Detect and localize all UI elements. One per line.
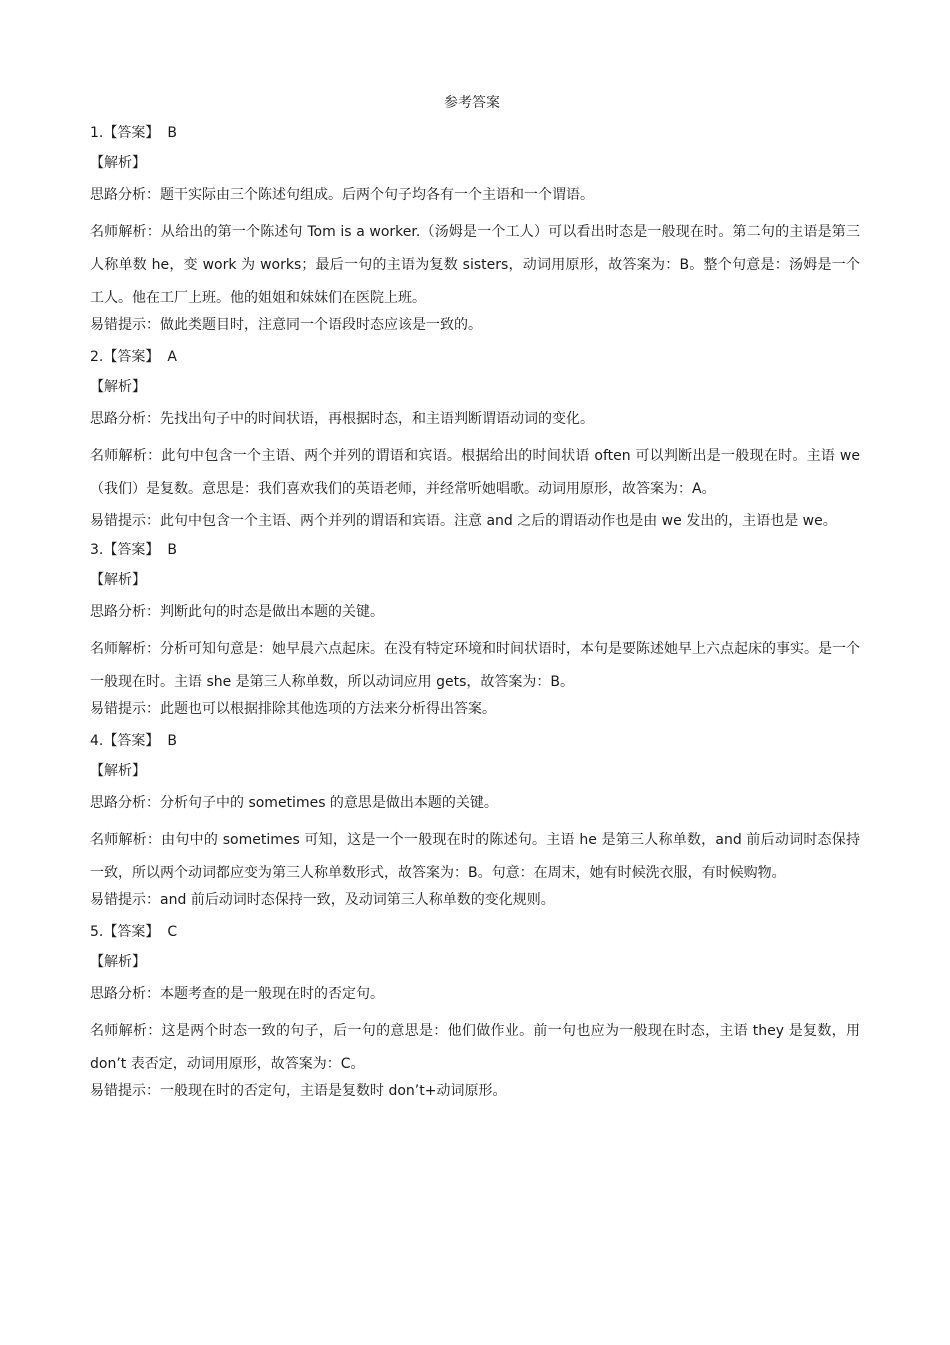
answer-list — [90, 122, 860, 1112]
teacher-explanation: 名师解析：分析可知句意是：她早晨六点起床。在没有特定环境和时间状语时，本句是要陈述她早上六点起床的事实。是一个一般现在时。主语 she 是第三人称单数，所以动词应用 gets，故答案为：B。 — [90, 641, 860, 690]
analysis-label: 【解析】 — [90, 954, 146, 970]
idea-analysis: 思路分析：题干实际由三个陈述句组成。后两个句子均各有一个主语和一个谓语。 — [90, 187, 594, 203]
idea-analysis: 思路分析：分析句子中的 sometimes 的意思是做出本题的关键。 — [90, 795, 498, 811]
analysis-label: 【解析】 — [90, 155, 146, 171]
question-5 — [90, 921, 860, 1102]
question-number: 1. — [90, 125, 104, 141]
error-tip: 易错提示：此句中包含一个主语、两个并列的谓语和宾语。注意 and 之后的谓语动作也是由 we 发出的，主语也是 we。 — [90, 513, 837, 529]
answer-value: B — [167, 733, 177, 749]
analysis-label: 【解析】 — [90, 379, 146, 395]
error-tip: 易错提示：做此类题目时，注意同一个语段时态应该是一致的。 — [90, 317, 482, 333]
answer-line — [90, 921, 860, 943]
teacher-explanation: 名师解析：从给出的第一个陈述句 Tom is a worker.（汤姆是一个工人）可以看出时态是一般现在时。第二句的主语是第三人称单数 he，变 work 为 works；最后一句的主语为复数 sisters，动词用原形，故答案为：B。整个句意是：汤姆是一个工人。他在工厂上班。他的姐姐和妹妹们在医院上班。 — [90, 224, 860, 306]
question-number: 3. — [90, 542, 104, 558]
answer-value: A — [167, 349, 177, 365]
question-2 — [90, 346, 860, 538]
idea-analysis: 思路分析：先找出句子中的时间状语，再根据时态，和主语判断谓语动词的变化。 — [90, 411, 594, 427]
answer-label: 【答案】 — [103, 924, 160, 940]
answer-value: C — [167, 924, 178, 940]
teacher-explanation: 名师解析：由句中的 sometimes 可知，这是一个一般现在时的陈述句。主语 he 是第三人称单数，and 前后动词时态保持一致，所以两个动词都应变为第三人称单数形式，故答案为：B。句意：在周末，她有时候洗衣服，有时候购物。 — [90, 832, 860, 881]
teacher-explanation: 名师解析：此句中包含一个主语、两个并列的谓语和宾语。根据给出的时间状语 often 可以判断出是一般现在时。主语 we（我们）是复数。意思是：我们喜欢我们的英语老师，并经常听她唱歌。动词用原形，故答案为：A。 — [90, 448, 860, 497]
answer-label: 【答案】 — [103, 542, 160, 558]
question-1 — [90, 122, 860, 336]
error-tip: 易错提示：一般现在时的否定句，主语是复数时 don’t+动词原形。 — [90, 1083, 507, 1099]
answer-line — [90, 346, 860, 368]
error-tip: 易错提示：此题也可以根据排除其他选项的方法来分析得出答案。 — [90, 701, 496, 717]
answer-line — [90, 539, 860, 561]
analysis-label: 【解析】 — [90, 763, 146, 779]
question-number: 2. — [90, 349, 104, 365]
page-title: 参考答案 — [444, 95, 500, 111]
idea-analysis: 思路分析：判断此句的时态是做出本题的关键。 — [90, 604, 384, 620]
answer-value: B — [167, 542, 177, 558]
answer-line — [90, 730, 860, 752]
teacher-explanation: 名师解析：这是两个时态一致的句子，后一句的意思是：他们做作业。前一句也应为一般现在时态，主语 they 是复数，用 don’t 表否定，动词用原形，故答案为：C。 — [90, 1023, 860, 1072]
answer-value: B — [167, 125, 177, 141]
idea-analysis: 思路分析：本题考查的是一般现在时的否定句。 — [90, 986, 384, 1002]
answer-label: 【答案】 — [103, 125, 160, 141]
answer-label: 【答案】 — [103, 733, 160, 749]
question-number: 4. — [90, 733, 104, 749]
question-3 — [90, 539, 860, 720]
question-number: 5. — [90, 924, 104, 940]
question-4 — [90, 730, 860, 911]
error-tip: 易错提示：and 前后动词时态保持一致，及动词第三人称单数的变化规则。 — [90, 892, 555, 908]
answer-line — [90, 122, 860, 144]
analysis-label: 【解析】 — [90, 572, 146, 588]
answer-label: 【答案】 — [103, 349, 160, 365]
